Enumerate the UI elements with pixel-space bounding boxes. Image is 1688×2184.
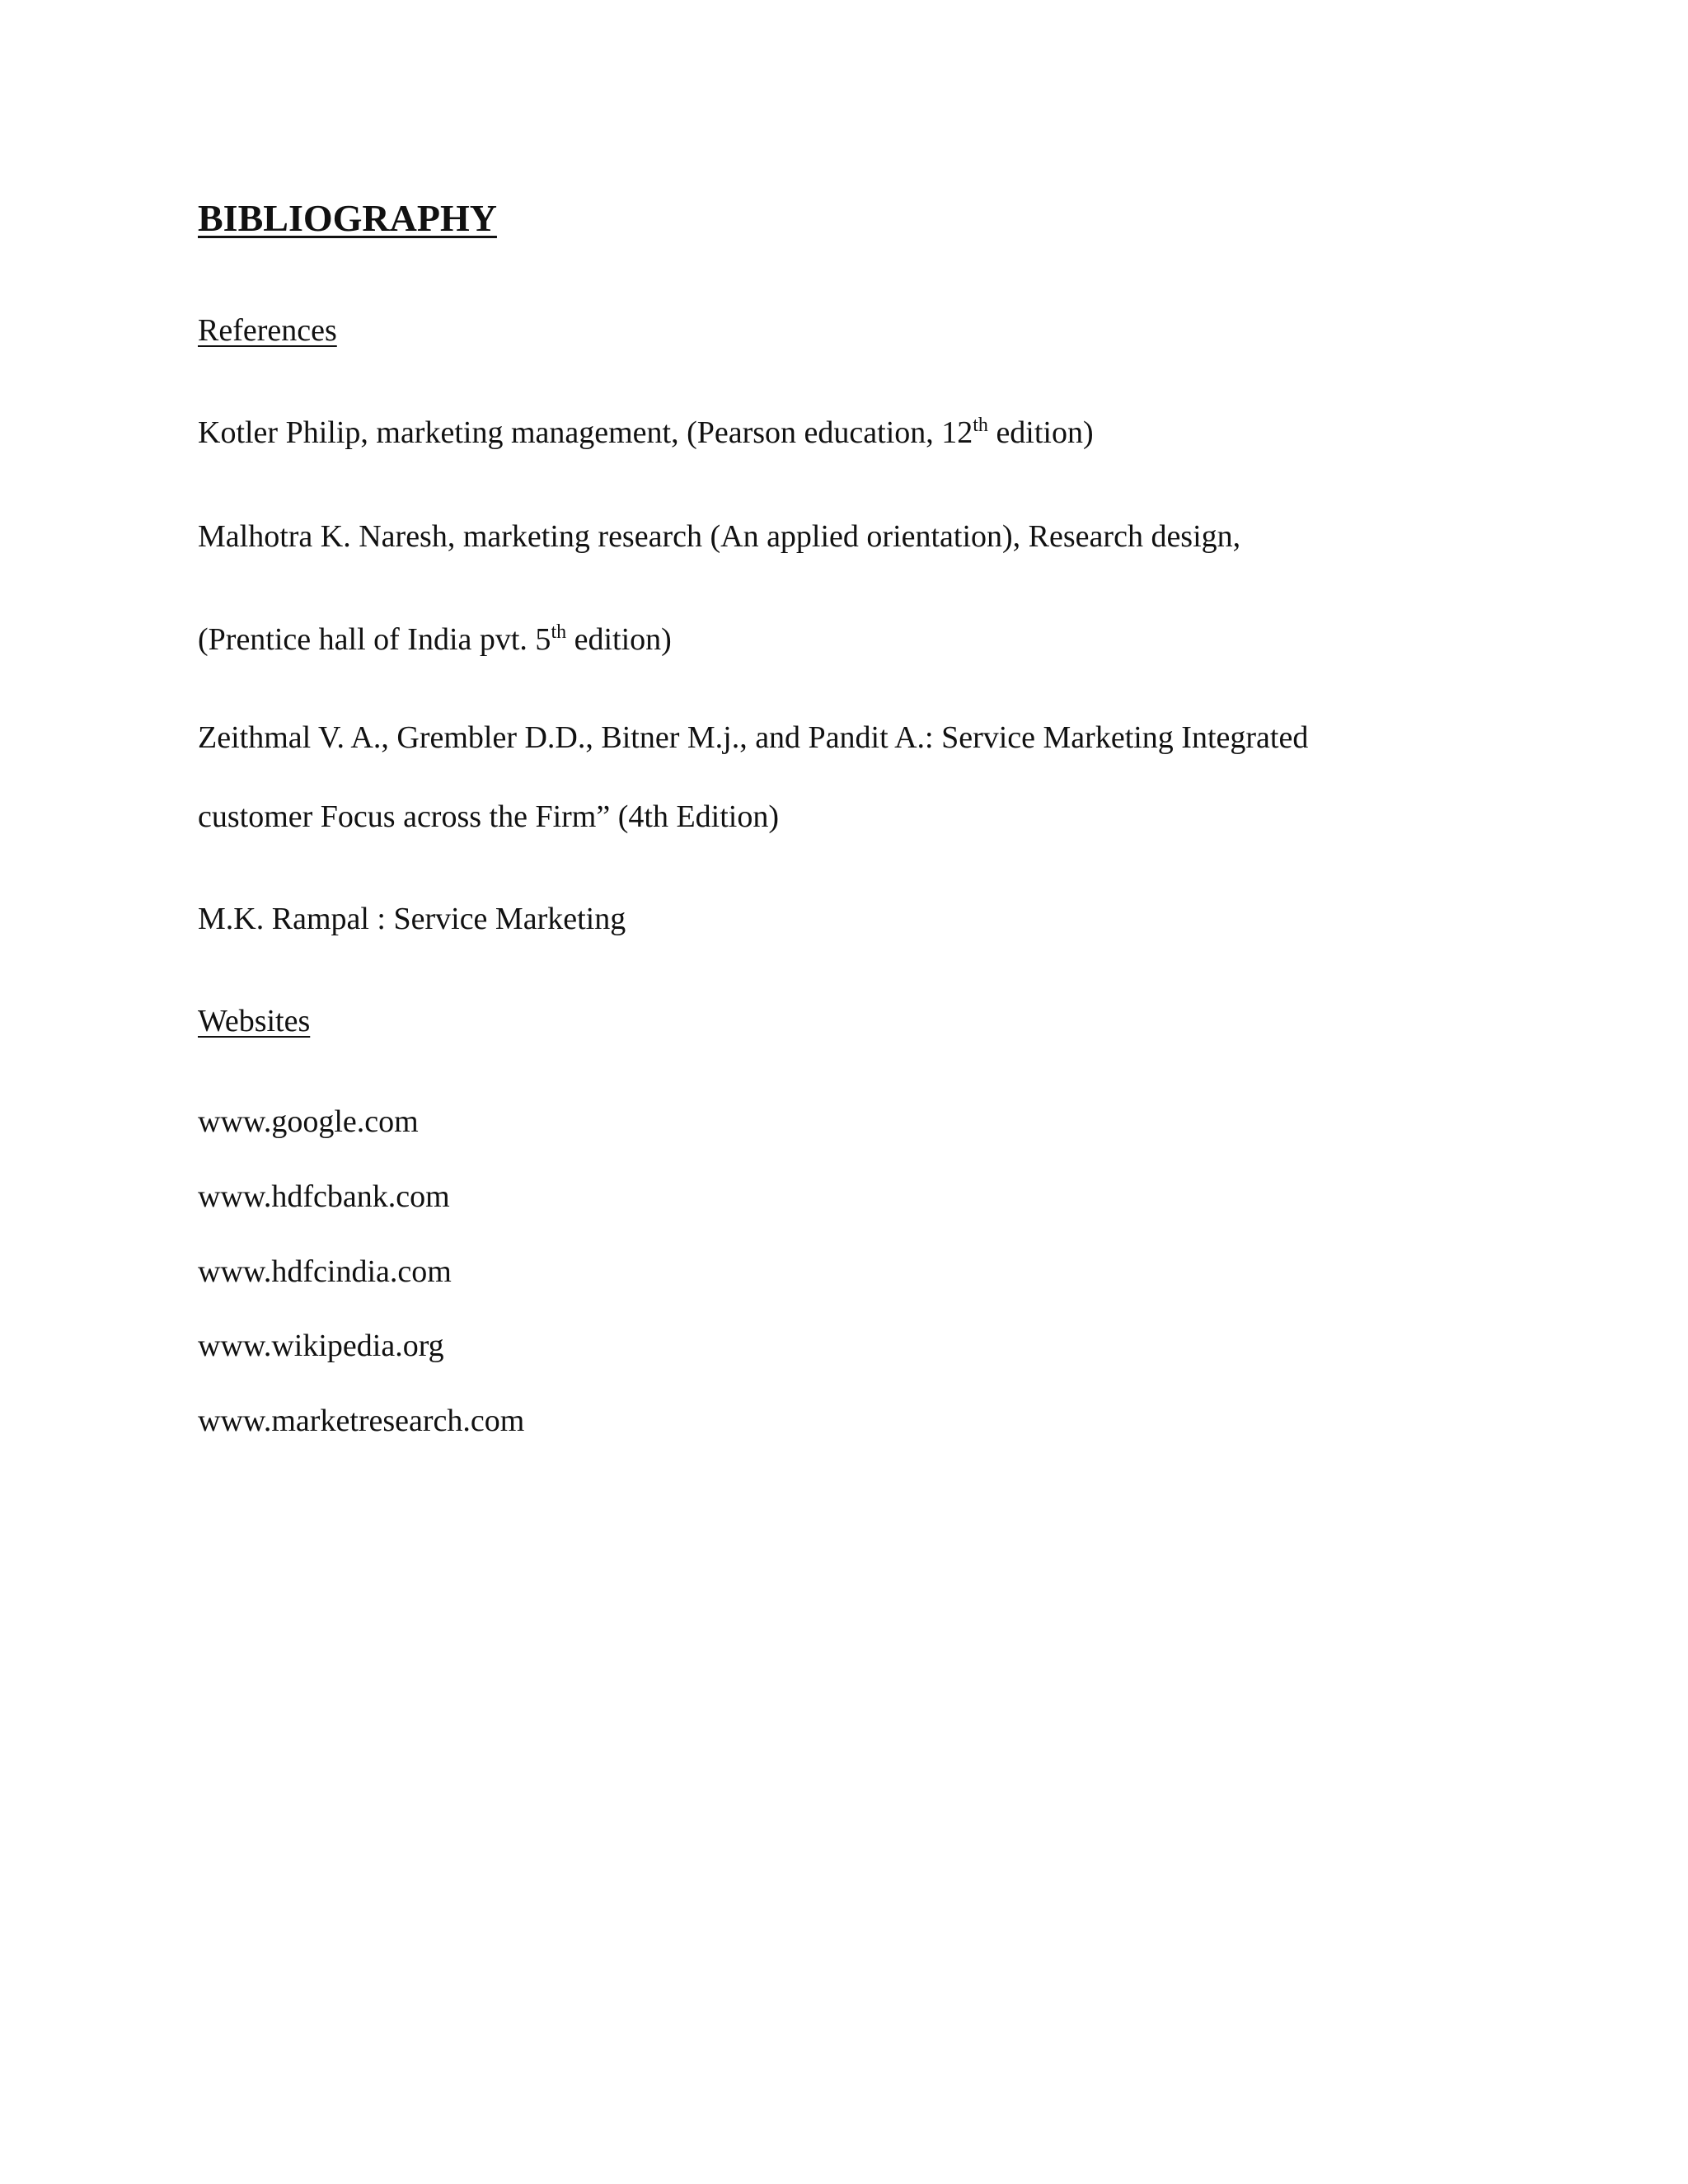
reference-entry-zeithmal-line-1: Zeithmal V. A., Grembler D.D., Bitner M.j., and Pandit A.: Service Marketing Integrated bbox=[198, 720, 1309, 755]
websites-heading: Websites bbox=[198, 1004, 311, 1038]
website-link: www.wikipedia.org bbox=[198, 1329, 444, 1363]
website-link: www.hdfcindia.com bbox=[198, 1254, 452, 1289]
reference-entry-kotler bbox=[198, 417, 1094, 448]
reference-text: Kotler Philip, marketing management, (Pearson education, 12 bbox=[198, 415, 973, 450]
reference-entry-malhotra-line-2 bbox=[198, 621, 672, 657]
reference-entry-zeithmal-line-2: customer Focus across the Firm” (4th Edition) bbox=[198, 799, 779, 834]
reference-entry-malhotra-line-1: Malhotra K. Naresh, marketing research (An applied orientation), Research design, bbox=[198, 519, 1241, 554]
website-link: www.marketresearch.com bbox=[198, 1404, 525, 1438]
reference-superscript: th bbox=[551, 621, 567, 643]
reference-text: edition) bbox=[987, 415, 1094, 450]
website-link: www.hdfcbank.com bbox=[198, 1179, 450, 1214]
website-link: www.google.com bbox=[198, 1104, 419, 1139]
reference-entry-rampal: M.K. Rampal : Service Marketing bbox=[198, 902, 626, 936]
page-title: BIBLIOGRAPHY bbox=[198, 197, 497, 239]
reference-superscript: th bbox=[973, 415, 988, 436]
references-heading: References bbox=[198, 313, 337, 348]
reference-text: edition) bbox=[566, 622, 672, 657]
reference-text: (Prentice hall of India pvt. 5 bbox=[198, 622, 551, 657]
